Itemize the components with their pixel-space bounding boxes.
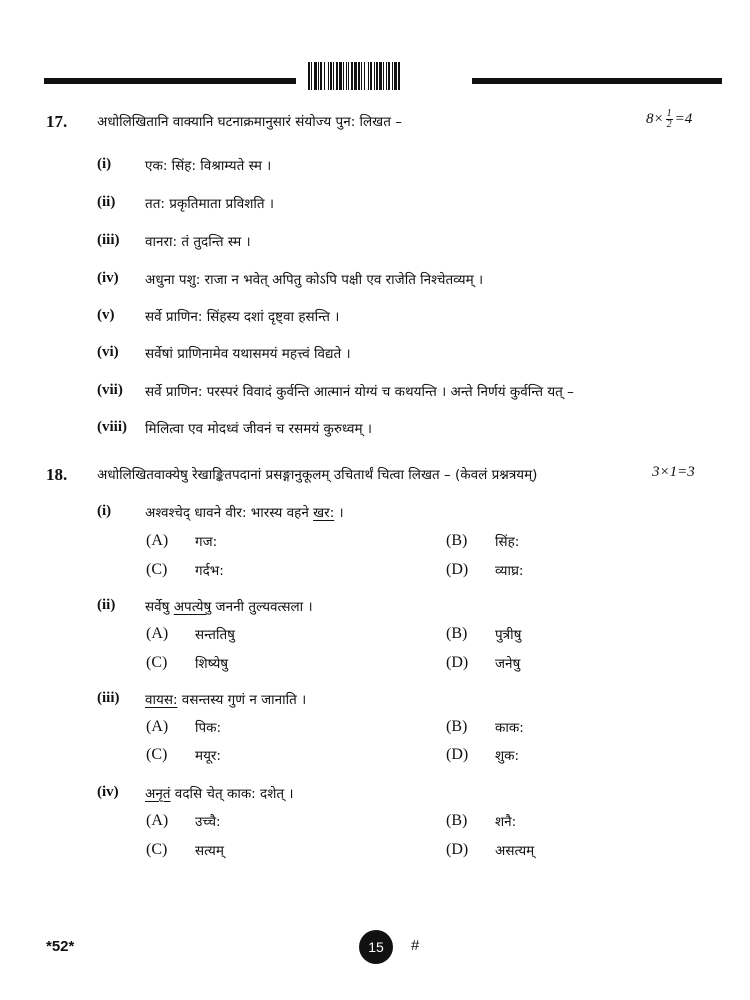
option-a-text: गज:	[195, 534, 218, 550]
option-c-text: गर्दभ:	[195, 563, 224, 579]
option-d-text: असत्यम्	[495, 843, 535, 859]
question-18-marks: 3×1=3	[652, 464, 695, 480]
option-b-label: (B)	[446, 625, 468, 642]
option-b-label: (B)	[446, 718, 468, 735]
item-text: सर्वे प्राणिन: सिंहस्य दशां दृष्ट्वा हसन्ति ।	[145, 309, 340, 325]
option-c-label: (C)	[146, 654, 168, 671]
option-a-label: (A)	[146, 812, 169, 829]
option-d-label: (D)	[446, 561, 469, 578]
question-17-marks	[646, 109, 692, 130]
marks-lead: 8×	[646, 110, 664, 127]
option-d-label: (D)	[446, 746, 469, 763]
underlined-word: वायस:	[145, 692, 178, 708]
option-b-label: (B)	[446, 812, 468, 829]
option-b-label: (B)	[446, 532, 468, 549]
item-text: मिलित्वा एव मोदध्वं जीवनं च रसमयं कुरुध्वम् ।	[145, 421, 372, 437]
item-label: (iv)	[97, 784, 119, 800]
option-c-label: (C)	[146, 841, 168, 858]
option-b-text: सिंह:	[495, 534, 520, 550]
item-label: (vii)	[97, 382, 123, 398]
option-a-label: (A)	[146, 532, 169, 549]
barcode	[308, 62, 460, 90]
item-text: सर्वे प्राणिन: परस्परं विवादं कुर्वन्ति आत्मानं योग्यं च कथयन्ति । अन्ते निर्णयं कुर्वन्ति यत् –	[145, 384, 574, 400]
item-sentence: वायस: वसन्तस्य गुणं न जानाति ।	[145, 692, 307, 708]
question-18-instruction: अधोलिखितवाक्येषु रेखाङ्कितपदानां प्रसङ्गानुकूलम् उचितार्थं चित्वा लिखत – (केवलं प्रश्नत्रयम्)	[97, 467, 538, 483]
item-label: (v)	[97, 307, 115, 323]
item-label: (ii)	[97, 597, 116, 613]
item-label: (ii)	[97, 194, 116, 210]
option-c-label: (C)	[146, 746, 168, 763]
item-label: (iv)	[97, 270, 119, 286]
item-label: (i)	[97, 156, 112, 172]
option-c-text: मयूर:	[195, 748, 221, 764]
item-label: (vi)	[97, 344, 119, 360]
item-text: वानरा: तं तुदन्ति स्म ।	[145, 234, 251, 250]
option-b-text: शनै:	[495, 814, 517, 830]
option-b-text: पुत्रीषु	[495, 627, 522, 643]
option-a-label: (A)	[146, 625, 169, 642]
option-a-label: (A)	[146, 718, 169, 735]
option-d-text: जनेषु	[495, 656, 521, 672]
item-text: तत: प्रकृतिमाता प्रविशति ।	[145, 196, 274, 212]
option-b-text: काक:	[495, 720, 524, 736]
item-label: (iii)	[97, 690, 120, 706]
option-d-text: व्याघ्र:	[495, 563, 524, 579]
option-a-text: पिक:	[195, 720, 222, 736]
option-c-text: शिष्येषु	[195, 656, 229, 672]
item-text: एक: सिंह: विश्राम्यते स्म ।	[145, 158, 272, 174]
header-rule-left	[44, 78, 296, 84]
item-text: सर्वेषां प्राणिनामेव यथासमयं महत्त्वं विद्यते ।	[145, 346, 351, 362]
item-text: अधुना पशु: राजा न भवेत् अपितु कोऽपि पक्षी एव राजेति निश्चेतव्यम् ।	[145, 272, 484, 288]
question-17-number: 17.	[46, 112, 68, 131]
page-number: 15	[359, 930, 393, 964]
option-d-label: (D)	[446, 841, 469, 858]
option-d-label: (D)	[446, 654, 469, 671]
item-sentence: अश्वश्चेद् धावने वीर: भारस्य वहने खर: ।	[145, 505, 344, 521]
question-17-instruction: अधोलिखितानि वाक्यानि घटनाक्रमानुसारं संयोज्य पुन: लिखत –	[97, 114, 402, 130]
header-rule-right	[472, 78, 722, 84]
question-18-number: 18.	[46, 465, 68, 484]
hash-mark: #	[411, 937, 420, 954]
underlined-word: खर:	[313, 505, 335, 521]
option-a-text: सन्ततिषु	[195, 627, 235, 643]
underlined-word: अपत्येषु	[173, 599, 212, 615]
marks-tail: =4	[674, 110, 693, 127]
item-label: (iii)	[97, 232, 120, 248]
item-label: (i)	[97, 503, 112, 519]
option-a-text: उच्चै:	[195, 814, 221, 830]
item-label: (viii)	[97, 419, 127, 435]
marks-fraction: $\frac{1}{2}$	[666, 108, 672, 130]
option-d-text: शुक:	[495, 748, 520, 764]
option-c-label: (C)	[146, 561, 168, 578]
item-sentence: सर्वेषु अपत्येषु जननी तुल्यवत्सला ।	[145, 599, 313, 615]
paper-code: *52*	[46, 938, 75, 955]
item-sentence: अनृतं वदसि चेत् काक: दशेत् ।	[145, 786, 294, 802]
option-c-text: सत्यम्	[195, 843, 224, 859]
underlined-word: अनृतं	[145, 786, 171, 802]
